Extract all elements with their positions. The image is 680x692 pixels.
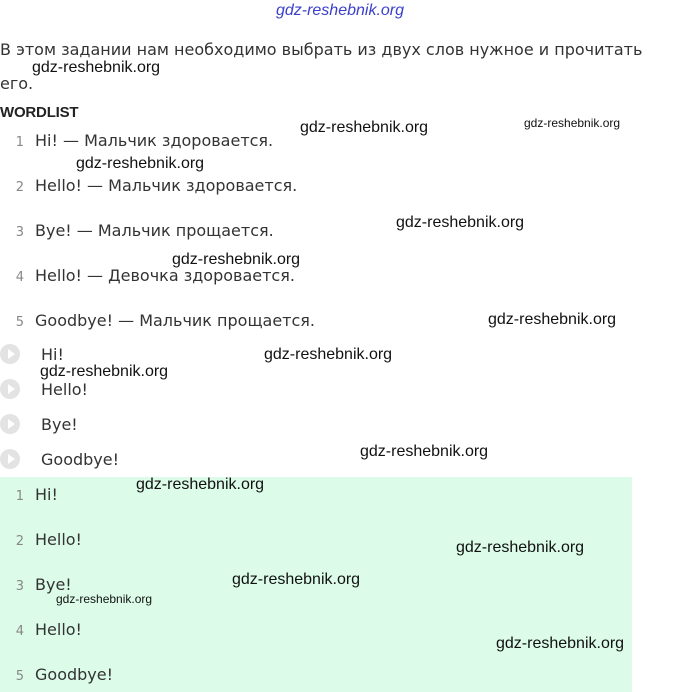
play-icon[interactable] [0,379,20,399]
answer-text: Hello! [35,530,82,549]
answer-item [0,620,82,639]
task-description: В этом задании нам необходимо выбрать из двух слов нужное и прочитать его. [0,40,643,93]
list-item [0,221,274,240]
site-brand[interactable]: gdz-reshebnik.org [275,2,405,19]
watermark: gdz-reshebnik.org [496,635,625,652]
list-item [0,176,297,195]
answer-item [0,530,82,549]
watermark: gdz-reshebnik.org [396,214,525,231]
play-icon[interactable] [0,414,20,434]
wordlist-heading: WORDLIST [0,104,79,121]
item-text: Bye! — Мальчик прощается. [35,221,274,240]
watermark: gdz-reshebnik.org [264,346,393,363]
watermark: gdz-reshebnik.org [488,311,617,328]
answer-item [0,665,113,684]
watermark: gdz-reshebnik.org [360,443,489,460]
list-item [0,311,315,330]
watermark: gdz-reshebnik.org [232,571,361,588]
audio-item-bye [0,414,78,434]
item-text: Hello! — Мальчик здоровается. [35,176,298,195]
answer-item [0,485,58,504]
watermark: gdz-reshebnik.org [456,539,585,556]
audio-word: Bye! [41,414,78,434]
item-number: 2 [15,180,24,195]
item-number: 5 [15,315,24,330]
watermark: gdz-reshebnik.org [40,363,169,380]
audio-item-hi [0,344,64,364]
watermark: gdz-reshebnik.org [76,155,205,172]
item-number: 3 [15,225,24,240]
answer-number: 4 [15,624,24,639]
audio-item-goodbye [0,449,119,469]
watermark: gdz-reshebnik.org [524,116,621,130]
watermark: gdz-reshebnik.org [136,476,265,493]
answer-number: 1 [15,489,24,504]
answer-text: Bye! [35,575,72,594]
answer-text: Hi! [35,485,58,504]
watermark: gdz-reshebnik.org [32,59,161,76]
audio-item-hello [0,379,88,399]
audio-word: Hi! [41,344,64,364]
audio-word: Hello! [41,379,88,399]
answer-text: Hello! [35,620,82,639]
play-icon[interactable] [0,449,20,469]
answer-number: 3 [15,579,24,594]
watermark: gdz-reshebnik.org [172,251,301,268]
watermark: gdz-reshebnik.org [300,119,429,136]
item-text: Goodbye! — Мальчик прощается. [35,311,316,330]
play-icon[interactable] [0,344,20,364]
audio-word: Goodbye! [41,449,120,469]
answer-text: Goodbye! [35,665,114,684]
list-item [0,131,273,150]
answer-number: 5 [15,669,24,684]
watermark: gdz-reshebnik.org [56,592,153,606]
answer-number: 2 [15,534,24,549]
item-text: Hello! — Девочка здоровается. [35,266,295,285]
item-text: Hi! — Мальчик здоровается. [35,131,274,150]
item-number: 4 [15,270,24,285]
item-number: 1 [15,135,24,150]
